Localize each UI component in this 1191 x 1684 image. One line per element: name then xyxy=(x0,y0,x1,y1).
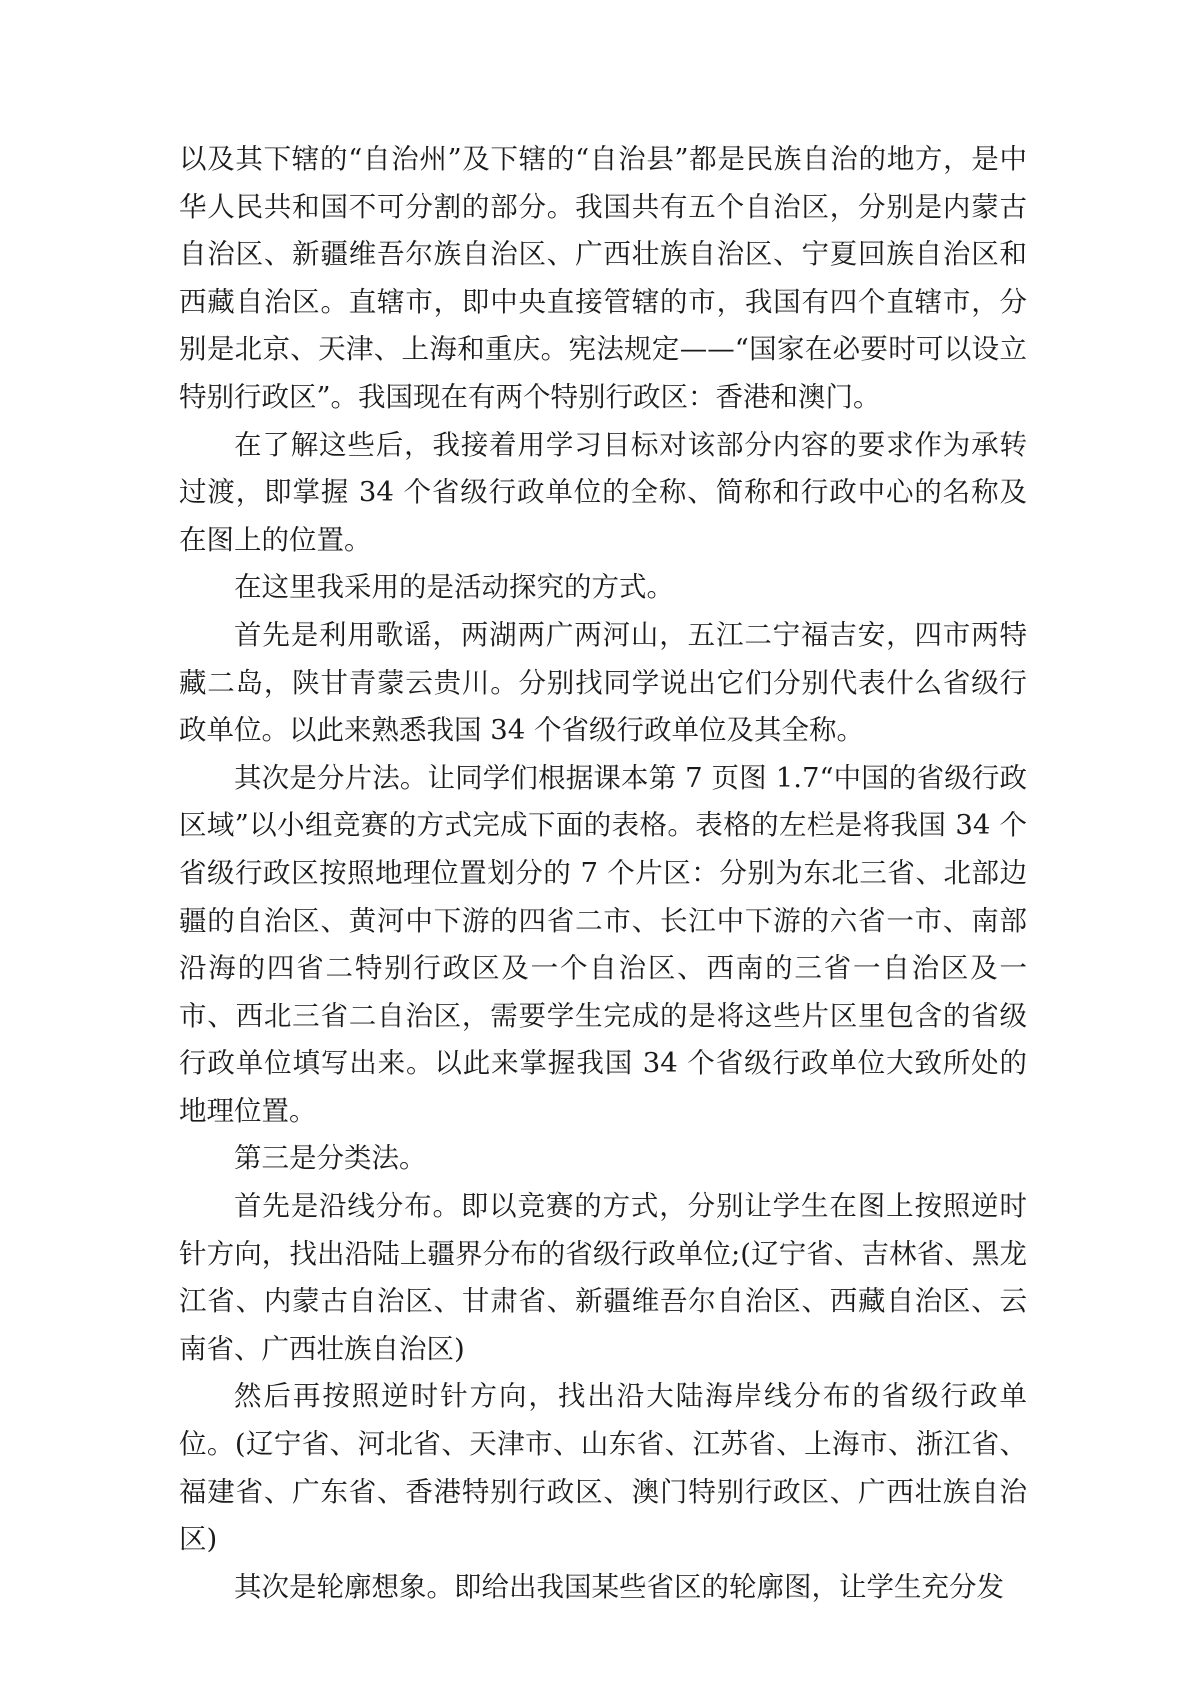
paragraph-activity-method: 在这里我采用的是活动探究的方式。 xyxy=(234,571,674,604)
paragraph-rhyme: 首先是利用歌谣，两湖两广两河山，五江二宁福吉安，四市两特藏二岛，陕甘青蒙云贵川。分别找同学说出它们分别代表什么省级行政单位。以此来熟悉我国 34 个省级行政单位及其全称。 xyxy=(179,618,1027,747)
paragraph-coastline: 然后再按照逆时针方向，找出沿大陆海岸线分布的省级行政单位。(辽宁省、河北省、天津市、山东省、江苏省、上海市、浙江省、福建省、广东省、香港特别行政区、澳门特别行政区、广西壮族自治区) xyxy=(179,1380,1027,1556)
paragraph-transition: 在了解这些后，我接着用学习目标对该部分内容的要求作为承转过渡，即掌握 34 个省级行政单位的全称、简称和行政中心的名称及在图上的位置。 xyxy=(179,428,1027,556)
paragraph-region-division: 其次是分片法。让同学们根据课本第 7 页图 1.7“中国的省级行政区域”以小组竞赛的方式完成下面的表格。表格的左栏是将我国 34 个省级行政区按照地理位置划分的 7 个片区：分别为东北三省、北部边疆的自治区、黄河中下游的四省二市、长江中下游的六省一市、南部沿海的四省二特别行政区及一个自治区、西南的三省一自治区及一市、西北三省二自治区，需要学生完成的是将这些片区里包含的省级行政单位填写出来。以此来掌握我国 34 个省级行政单位大致所处的地理位置。 xyxy=(179,761,1027,1127)
paragraph-classification: 第三是分类法。 xyxy=(234,1142,427,1175)
body-text xyxy=(179,136,1027,1611)
paragraph-outline: 其次是轮廓想象。即给出我国某些省区的轮廓图，让学生充分发 xyxy=(234,1570,1004,1603)
paragraph-land-border: 首先是沿线分布。即以竞赛的方式，分别让学生在图上按照逆时针方向，找出沿陆上疆界分布的省级行政单位;(辽宁省、吉林省、黑龙江省、内蒙古自治区、甘肃省、新疆维吾尔自治区、西藏自治区、云南省、广西壮族自治区) xyxy=(179,1190,1027,1365)
paragraph-autonomous-regions: 以及其下辖的“自治州”及下辖的“自治县”都是民族自治的地方，是中华人民共和国不可分割的部分。我国共有五个自治区，分别是内蒙古自治区、新疆维吾尔族自治区、广西壮族自治区、宁夏回族自治区和西藏自治区。直辖市，即中央直接管辖的市，我国有四个直辖市，分别是北京、天津、上海和重庆。宪法规定——“国家在必要时可以设立特别行政区”。我国现在有两个特别行政区：香港和澳门。 xyxy=(179,143,1027,413)
